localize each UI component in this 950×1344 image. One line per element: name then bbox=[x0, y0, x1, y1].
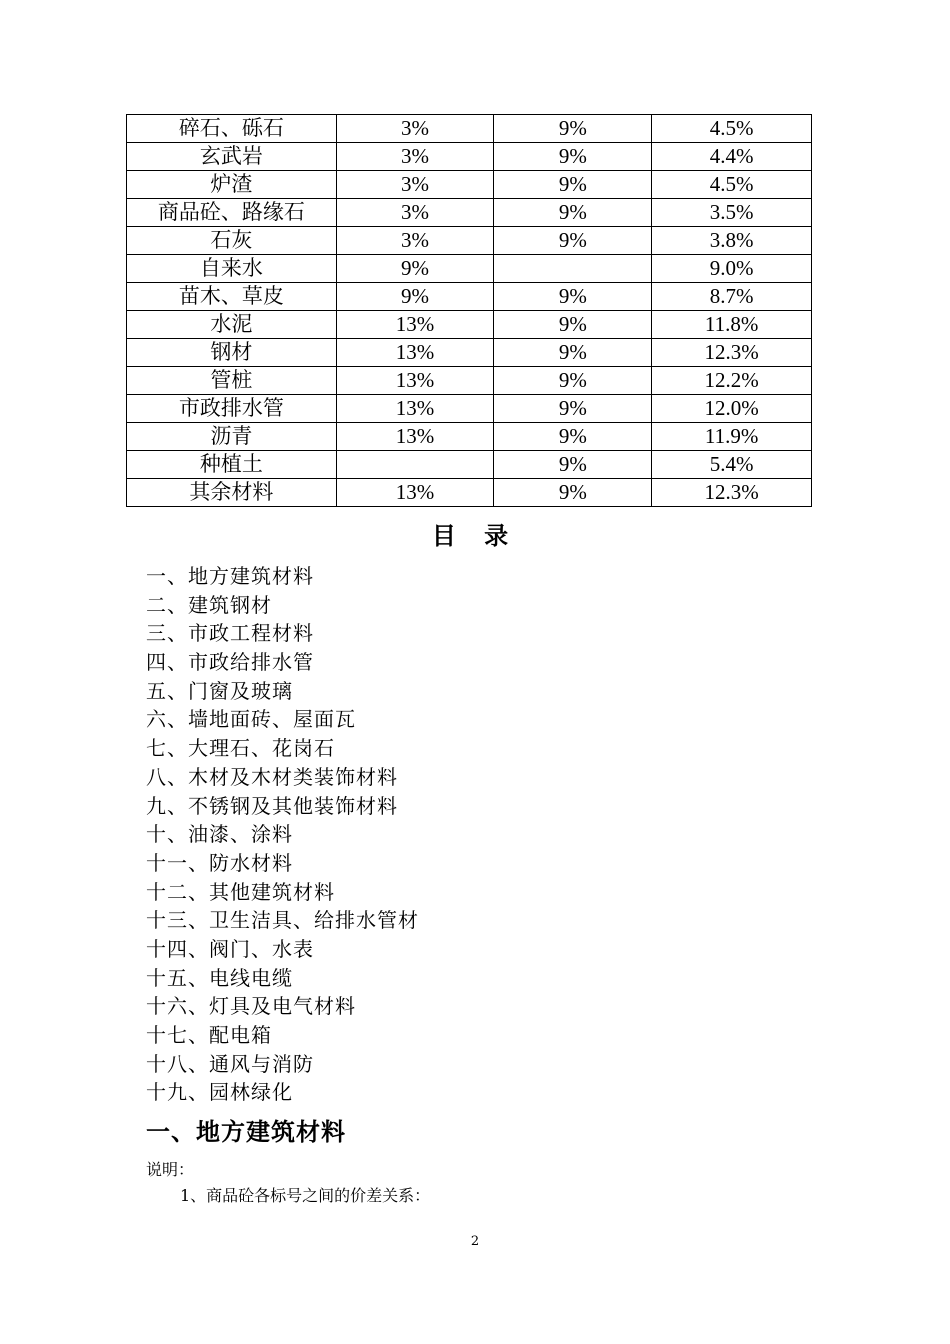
rate-cell: 4.4% bbox=[652, 143, 812, 171]
toc-item: 十九、园林绿化 bbox=[146, 1080, 293, 1105]
material-name-cell: 碎石、砾石 bbox=[127, 115, 337, 143]
page-number: 2 bbox=[470, 1234, 480, 1249]
material-name-cell: 自来水 bbox=[127, 255, 337, 283]
rate-cell: 3.5% bbox=[652, 199, 812, 227]
toc-item: 十四、阀门、水表 bbox=[146, 936, 314, 961]
rate-cell bbox=[494, 255, 652, 283]
table-row bbox=[127, 171, 812, 199]
rate-cell: 13% bbox=[336, 367, 494, 395]
toc-item: 十三、卫生洁具、给排水管材 bbox=[146, 908, 419, 933]
material-name-cell: 水泥 bbox=[127, 311, 337, 339]
table-row bbox=[127, 143, 812, 171]
section-heading: 一、地方建筑材料 bbox=[146, 1118, 346, 1146]
rate-cell: 9% bbox=[494, 283, 652, 311]
toc-item: 三、市政工程材料 bbox=[146, 621, 314, 646]
rate-cell: 13% bbox=[336, 311, 494, 339]
table-row bbox=[127, 395, 812, 423]
material-name-cell: 市政排水管 bbox=[127, 395, 337, 423]
material-name-cell: 钢材 bbox=[127, 339, 337, 367]
rate-cell: 8.7% bbox=[652, 283, 812, 311]
rate-cell: 9% bbox=[494, 171, 652, 199]
material-name-cell: 沥青 bbox=[127, 423, 337, 451]
rate-cell: 3% bbox=[336, 199, 494, 227]
rate-cell: 11.8% bbox=[652, 311, 812, 339]
rate-cell: 4.5% bbox=[652, 115, 812, 143]
table-row bbox=[127, 339, 812, 367]
toc-item: 七、大理石、花岗石 bbox=[146, 736, 335, 761]
table-row bbox=[127, 367, 812, 395]
material-name-cell: 玄武岩 bbox=[127, 143, 337, 171]
toc-item: 十八、通风与消防 bbox=[146, 1051, 314, 1076]
rate-cell: 9% bbox=[336, 255, 494, 283]
material-name-cell: 种植土 bbox=[127, 451, 337, 479]
table-of-contents bbox=[146, 562, 419, 1107]
rate-cell: 13% bbox=[336, 395, 494, 423]
rate-cell: 5.4% bbox=[652, 451, 812, 479]
toc-item: 五、门窗及玻璃 bbox=[146, 678, 293, 703]
material-name-cell: 管桩 bbox=[127, 367, 337, 395]
rate-cell: 13% bbox=[336, 339, 494, 367]
rate-cell bbox=[336, 451, 494, 479]
rate-cell: 11.9% bbox=[652, 423, 812, 451]
table-row bbox=[127, 479, 812, 507]
rate-cell: 9% bbox=[494, 451, 652, 479]
rate-cell: 3% bbox=[336, 227, 494, 255]
toc-item: 九、不锈钢及其他装饰材料 bbox=[146, 793, 398, 818]
rate-cell: 9% bbox=[494, 367, 652, 395]
tax-rate-table-body bbox=[127, 115, 812, 507]
material-name-cell: 石灰 bbox=[127, 227, 337, 255]
rate-cell: 3% bbox=[336, 115, 494, 143]
toc-item: 二、建筑钢材 bbox=[146, 592, 272, 617]
rate-cell: 12.3% bbox=[652, 479, 812, 507]
toc-item: 十、油漆、涂料 bbox=[146, 822, 293, 847]
rate-cell: 3% bbox=[336, 171, 494, 199]
rate-cell: 13% bbox=[336, 479, 494, 507]
rate-cell: 12.0% bbox=[652, 395, 812, 423]
note-item: 1、商品砼各标号之间的价差关系： bbox=[180, 1186, 431, 1205]
material-name-cell: 炉渣 bbox=[127, 171, 337, 199]
rate-cell: 9.0% bbox=[652, 255, 812, 283]
toc-item: 十一、防水材料 bbox=[146, 850, 293, 875]
note-label: 说明： bbox=[146, 1160, 195, 1179]
rate-cell: 9% bbox=[494, 339, 652, 367]
rate-cell: 9% bbox=[494, 311, 652, 339]
rate-cell: 9% bbox=[494, 423, 652, 451]
rate-cell: 9% bbox=[494, 227, 652, 255]
toc-item: 六、墙地面砖、屋面瓦 bbox=[146, 707, 356, 732]
toc-item: 八、木材及木材类装饰材料 bbox=[146, 764, 398, 789]
table-row bbox=[127, 115, 812, 143]
toc-item: 十二、其他建筑材料 bbox=[146, 879, 335, 904]
table-row bbox=[127, 283, 812, 311]
table-row bbox=[127, 451, 812, 479]
table-row bbox=[127, 199, 812, 227]
toc-item: 十五、电线电缆 bbox=[146, 965, 293, 990]
rate-cell: 3.8% bbox=[652, 227, 812, 255]
table-row bbox=[127, 255, 812, 283]
rate-cell: 4.5% bbox=[652, 171, 812, 199]
rate-cell: 9% bbox=[494, 199, 652, 227]
table-row bbox=[127, 423, 812, 451]
table-row bbox=[127, 227, 812, 255]
toc-item: 四、市政给排水管 bbox=[146, 650, 314, 675]
toc-title: 目 录 bbox=[431, 522, 519, 550]
rate-cell: 9% bbox=[494, 479, 652, 507]
rate-cell: 9% bbox=[494, 143, 652, 171]
material-name-cell: 苗木、草皮 bbox=[127, 283, 337, 311]
rate-cell: 3% bbox=[336, 143, 494, 171]
material-name-cell: 其余材料 bbox=[127, 479, 337, 507]
rate-cell: 13% bbox=[336, 423, 494, 451]
table-row bbox=[127, 311, 812, 339]
toc-item: 十六、灯具及电气材料 bbox=[146, 994, 356, 1019]
rate-cell: 9% bbox=[336, 283, 494, 311]
rate-cell: 9% bbox=[494, 115, 652, 143]
tax-rate-table bbox=[126, 114, 812, 507]
toc-item: 十七、配电箱 bbox=[146, 1023, 272, 1047]
rate-cell: 9% bbox=[494, 395, 652, 423]
rate-cell: 12.2% bbox=[652, 367, 812, 395]
rate-cell: 12.3% bbox=[652, 339, 812, 367]
toc-item: 一、地方建筑材料 bbox=[146, 564, 314, 588]
material-name-cell: 商品砼、路缘石 bbox=[127, 199, 337, 227]
